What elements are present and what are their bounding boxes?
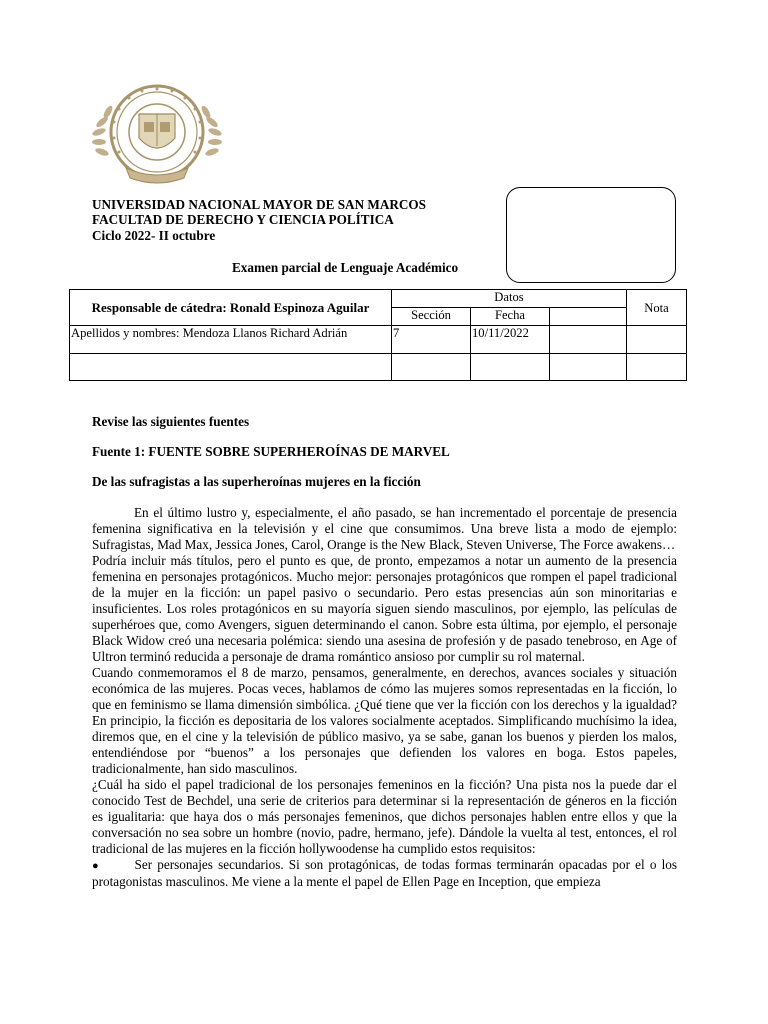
empty-cell bbox=[70, 354, 392, 381]
university-seal-icon bbox=[92, 82, 222, 188]
grade-box bbox=[506, 187, 676, 283]
student-info-table bbox=[69, 289, 687, 381]
source-title: : FUENTE SOBRE SUPERHEROÍNAS DE MARVEL bbox=[140, 444, 450, 459]
instructions: Revise las siguientes fuentes bbox=[92, 414, 250, 429]
student-name-cell: Apellidos y nombres: Mendoza Llanos Richard Adrián bbox=[70, 326, 392, 354]
paragraph: Cuando conmemoramos el 8 de marzo, pensamos, generalmente, en derechos, avances sociales y situación económica de las mujeres. Pocas veces, hablamos de cómo las mujeres somos representadas en la ficción, lo que en feminismo se llama dimensión simbólica. ¿Qué tiene que ver la ficción con los derechos y la igualdad? En principio, la ficción es depositaria de los valores socialmente aceptados. Simplificando muchísimo la idea, diremos que, en el cine y la televisión de público masivo, ya se sabe, ganan los buenos y pierden los malos, entendiéndose por “buenos” a los personajes que defienden los valores en boga. Estos papeles, tradicionalmente, han sido masculinos. bbox=[92, 665, 677, 776]
nota-value-cell bbox=[627, 326, 687, 354]
faculty-name: FACULTAD DE DERECHO Y CIENCIA POLÍTICA bbox=[92, 212, 394, 227]
nota-header: Nota bbox=[627, 290, 687, 326]
datos-header: Datos bbox=[392, 290, 627, 308]
source-heading bbox=[92, 444, 450, 460]
university-name: UNIVERSIDAD NACIONAL MAYOR DE SAN MARCOS bbox=[92, 197, 426, 212]
fecha-header: Fecha bbox=[471, 308, 550, 326]
bullet-item bbox=[92, 857, 677, 890]
empty-cell bbox=[627, 354, 687, 381]
empty-cell bbox=[550, 354, 627, 381]
bullet-icon: ● bbox=[92, 860, 101, 872]
paragraph: En el último lustro y, especialmente, el año pasado, se han incrementado el porcentaje de presencia femenina significativa en la televisión y el cine que consumimos. Una breve lista a modo de ejemplo: Sufragistas, Mad Max, Jessica Jones, Carol, Orange is the New Black, Steven Universe, The Force awakens… bbox=[92, 505, 677, 552]
empty-cell bbox=[392, 354, 471, 381]
source-subtitle: De las sufragistas a las superheroínas mujeres en la ficción bbox=[92, 474, 421, 489]
exam-title: Examen parcial de Lenguaje Académico bbox=[232, 260, 459, 275]
seccion-header: Sección bbox=[392, 308, 471, 326]
source-label: Fuente 1 bbox=[92, 444, 141, 459]
cycle-label: Ciclo 2022- II octubre bbox=[92, 228, 216, 243]
empty-cell bbox=[550, 308, 627, 326]
empty-cell bbox=[550, 326, 627, 354]
bullet-text: Ser personajes secundarios. Si son protagónicas, de todas formas terminarán opacadas por el o los protagonistas masculinos. Me viene a la mente el papel de Ellen Page en Inception, que empieza bbox=[92, 857, 677, 889]
paragraph: Podría incluir más títulos, pero el punto es que, de pronto, empezamos a notar un aumento de la presencia femenina en personajes protagónicos. Mucho mejor: personajes protagónicos que rompen el papel tradicional de la mujer en la ficción: un papel pasivo o secundario. Pero estas presencias aún son minoritarias e insuficientes. Los roles protagónicos en su mayoría siguen siendo masculinos, por ejemplo, las películas de superhéroes que, como Avengers, siguen determinando el canon. Sobre esta última, por ejemplo, el personaje Black Widow creó una necesaria polémica: siendo una asesina de profesión y de pasado tenebroso, en Age of Ultron terminó reducida a personaje de drama romántico ansioso por cumplir su rol maternal. bbox=[92, 553, 677, 664]
empty-cell bbox=[471, 354, 550, 381]
section-value-cell: 7 bbox=[392, 326, 471, 354]
responsable-cell: Responsable de cátedra: Ronald Espinoza Aguilar bbox=[70, 290, 392, 326]
article-body bbox=[92, 505, 677, 890]
date-value-cell: 10/11/2022 bbox=[471, 326, 550, 354]
paragraph: ¿Cuál ha sido el papel tradicional de los personajes femeninos en la ficción? Una pista nos la puede dar el conocido Test de Bechdel, una serie de criterios para determinar si la representación de géneros en la ficción es igualitaria: que haya dos o más personajes femeninos, que dichos personajes hablen entre ellos y que la conversación no sea sobre un hombre (novio, padre, hermano, jefe). Dándole la vuelta al test, entonces, el rol tradicional de las mujeres en la ficción hollywoodense ha cumplido estos requisitos: bbox=[92, 777, 677, 856]
